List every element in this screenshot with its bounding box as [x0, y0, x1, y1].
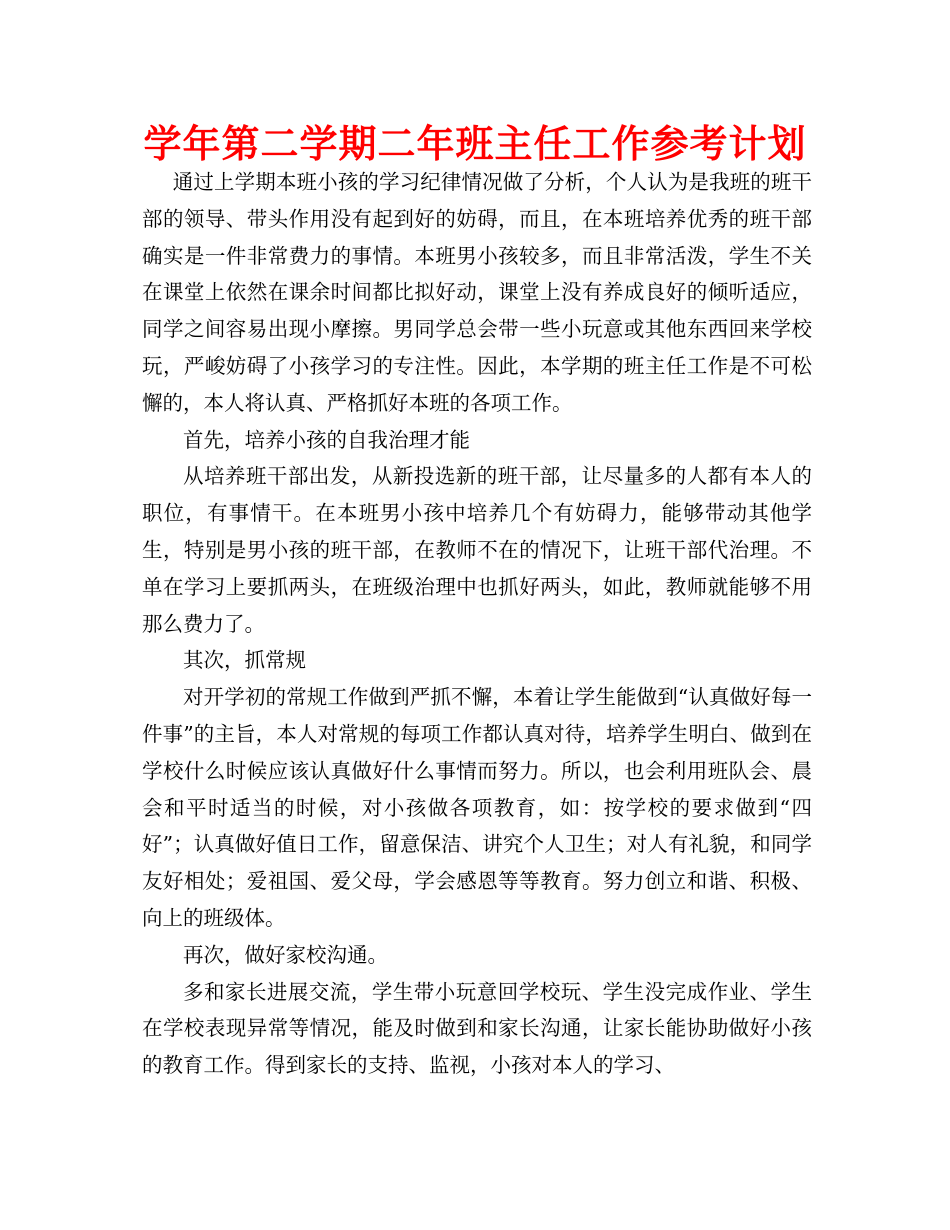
document-body — [142, 164, 812, 1084]
paragraph-self-management: 从培养班干部出发，从新投选新的班干部，让尽量多的人都有本人的职位，有事情干。在本班男小孩中培养几个有妨碍力，能够带动其他学生，特别是男小孩的班干部，在教师不在的情况下，让班干部代治理。不单在学习上要抓两头，在班级治理中也抓好两头，如此，教师就能够不用那么费力了。 — [142, 464, 812, 636]
paragraph-home-school: 多和家长进展交流，学生带小玩意回学校玩、学生没完成作业、学生在学校表现异常等情况，能及时做到和家长沟通，让家长能协助做好小孩的教育工作。得到家长的支持、监视，小孩对本人的学习、 — [142, 979, 812, 1078]
section-heading-first: 首先，培养小孩的自我治理才能 — [183, 427, 470, 452]
paragraph-routine: 对开学初的常规工作做到严抓不懈，本着让学生能做到“认真做好每一件事”的主旨，本人对常规的每项工作都认真对待，培养学生明白、做到在学校什么时候应该认真做好什么事情而努力。所以，也会利用班队会、晨会和平时适当的时候，对小孩做各项教育，如：按学校的要求做到“四好”；认真做好值日工作，留意保洁、讲究个人卫生；对人有礼貌，和同学友好相处；爱祖国、爱父母，学会感恩等等教育。努力创立和谐、积极、向上的班级体。 — [142, 685, 812, 930]
document-title: 学年第二学期二年班主任工作参考计划 — [143, 122, 807, 166]
paragraph-intro: 通过上学期本班小孩的学习纪律情况做了分析，个人认为是我班的班干部的领导、带头作用没有起到好的妨碍，而且，在本班培养优秀的班干部确实是一件非常费力的事情。本班男小孩较多，而且非常活泼，学生不关在课堂上依然在课余时间都比拟好动，课堂上没有养成良好的倾听适应，同学之间容易出现小摩擦。男同学总会带一些小玩意或其他东西回来学校玩，严峻妨碍了小孩学习的专注性。因此，本学期的班主任工作是不可松懈的，本人将认真、严格抓好本班的各项工作。 — [142, 170, 812, 415]
section-heading-third: 再次，做好家校沟通。 — [183, 942, 388, 967]
section-heading-second: 其次，抓常规 — [183, 648, 306, 673]
